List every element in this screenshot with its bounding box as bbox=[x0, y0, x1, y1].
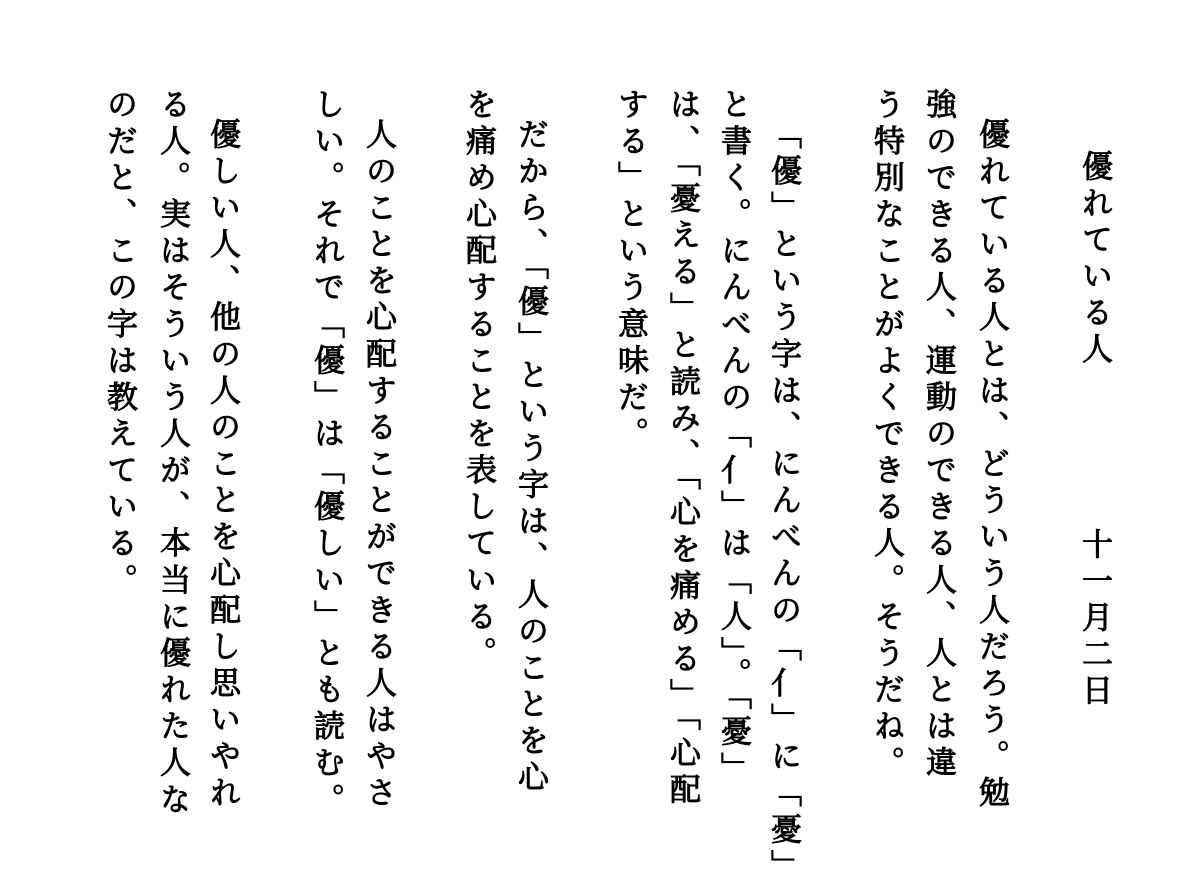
text-line: 優れている人とは、どういう人だろう。勉 bbox=[973, 118, 1009, 814]
text-line: と書く。にんべんの「亻」は「人」。「憂」 bbox=[715, 88, 751, 789]
text-line: する」という意味だ。 bbox=[612, 88, 648, 454]
text-line: しい。それで「優」は「優しい」とも読む。 bbox=[308, 88, 344, 820]
text-line: る人。実はそういう人が、本当に優れた人な bbox=[154, 88, 190, 820]
text-line: を痛め心配することを表している。 bbox=[460, 88, 496, 674]
text-line: は、「憂える」と読み、「心を痛める」「心配 bbox=[664, 88, 700, 810]
text-line: だから、「優」という字は、人のことを心 bbox=[512, 118, 548, 798]
text-line: のだと、この字は教えている。 bbox=[101, 88, 137, 601]
document-date: 十一月二日 bbox=[1076, 528, 1112, 711]
text-line: 人のことを心配することができる人はやさ bbox=[360, 118, 396, 814]
text-line: う特別なことがよくできる人。そうだね。 bbox=[868, 88, 904, 784]
text-line: 強のできる人、運動のできる人、人とは違 bbox=[920, 88, 956, 784]
text-line: 「優」という字は、にんべんの「亻」に「憂」 bbox=[765, 118, 801, 886]
text-line: 優しい人、他の人のことを心配し思いやれ bbox=[204, 118, 240, 814]
document-title: 優れている人 bbox=[1076, 150, 1112, 370]
